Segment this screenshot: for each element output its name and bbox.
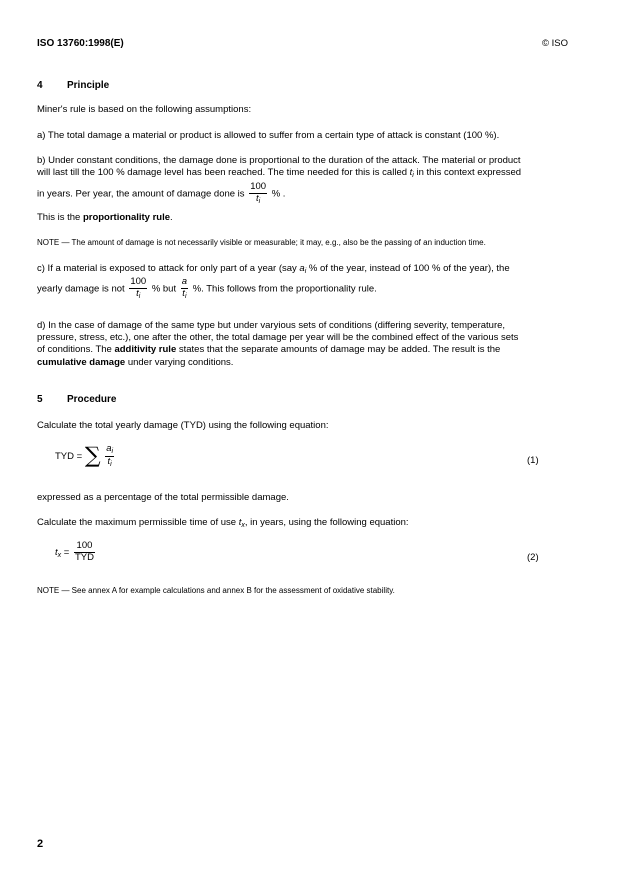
note-section-5: NOTE — See annex A for example calculations and annex B for the assessment of oxidative stability.	[37, 586, 395, 595]
section-4-heading	[37, 80, 109, 92]
equation-2: $t_x$ = $\frac{100}{\text{TYD}}$	[55, 540, 94, 563]
fraction-100-over-ti: $\frac{100}{t_i}$	[250, 181, 267, 205]
item-b-line-2: will last till the 100 % damage level has been reached. The time needed for this is called $t_i$ in this context expressed	[37, 167, 522, 179]
item-c-line-1: c) If a material is exposed to attack for only part of a year (say $a_i$ % of the year, instead of 100 % of the year), the	[37, 263, 510, 275]
section-5-heading	[37, 394, 116, 406]
equation-1-number: (1)	[527, 455, 539, 466]
document-id: ISO 13760:1998(E)	[37, 38, 124, 49]
item-d-line-2: pressure, stress, etc.), one after the other, the total damage per year will be the combined effect of the various sets	[37, 332, 519, 343]
item-d-line-3: of conditions. The additivity rule states that the separate amounts of damage may be added. The result is the	[37, 344, 501, 355]
fraction-ai-over-ti: $\frac{a_i}{t_i}$	[106, 443, 114, 469]
item-a: a) The total damage a material or product is allowed to suffer from a certain type of attack is constant (100 %).	[37, 130, 500, 141]
item-b-line-1: b) Under constant conditions, the damage done is proportional to the duration of the attack. The material or product	[37, 155, 521, 166]
section-number: 4	[37, 80, 43, 91]
item-b-line-3: in years. Per year, the amount of damage done is $\frac{100}{t_i}$ % .	[37, 181, 286, 205]
item-d-line-1: d) In the case of damage of the same type but under varyious sets of conditions (differing severity, temperature,	[37, 320, 506, 331]
proportionality-sentence: This is the proportionality rule.	[37, 212, 173, 223]
fraction-100-over-ti: $\frac{100}{t_i}$	[130, 276, 147, 300]
note-section-4: NOTE — The amount of damage is not necessarily visible or measurable; it may, e.g., also be the passing of an induction time.	[37, 238, 486, 247]
fraction-a-over-ti: $\frac{a}{t_i}$	[181, 276, 188, 300]
equation-2-number: (2)	[527, 552, 539, 563]
section-title: Procedure	[67, 394, 117, 405]
section-title: Principle	[67, 80, 110, 91]
item-c-line-2: yearly damage is not $\frac{100}{t_i}$ % but $\frac{a}{t_i}$ %. This follows from the proportionality rule.	[37, 276, 377, 300]
equation-1: TYD = ∑ $\frac{a_i}{t_i}$	[55, 443, 114, 469]
section-number: 5	[37, 394, 43, 405]
intro-paragraph: Miner's rule is based on the following assumptions:	[37, 104, 252, 115]
fraction-100-over-tyd: $\frac{100}{\text{TYD}}$	[74, 540, 94, 563]
page-number: 2	[37, 838, 44, 850]
item-d-line-4: cumulative damage under varying conditions.	[37, 357, 234, 368]
calc-sentence: Calculate the maximum permissible time of use $t_x$, in years, using the following equation:	[37, 517, 409, 529]
summation-symbol: ∑	[84, 443, 101, 469]
after-equation-1: expressed as a percentage of the total permissible damage.	[37, 492, 289, 503]
procedure-intro: Calculate the total yearly damage (TYD) using the following equation:	[37, 420, 329, 431]
copyright-notice: © ISO	[542, 38, 569, 49]
